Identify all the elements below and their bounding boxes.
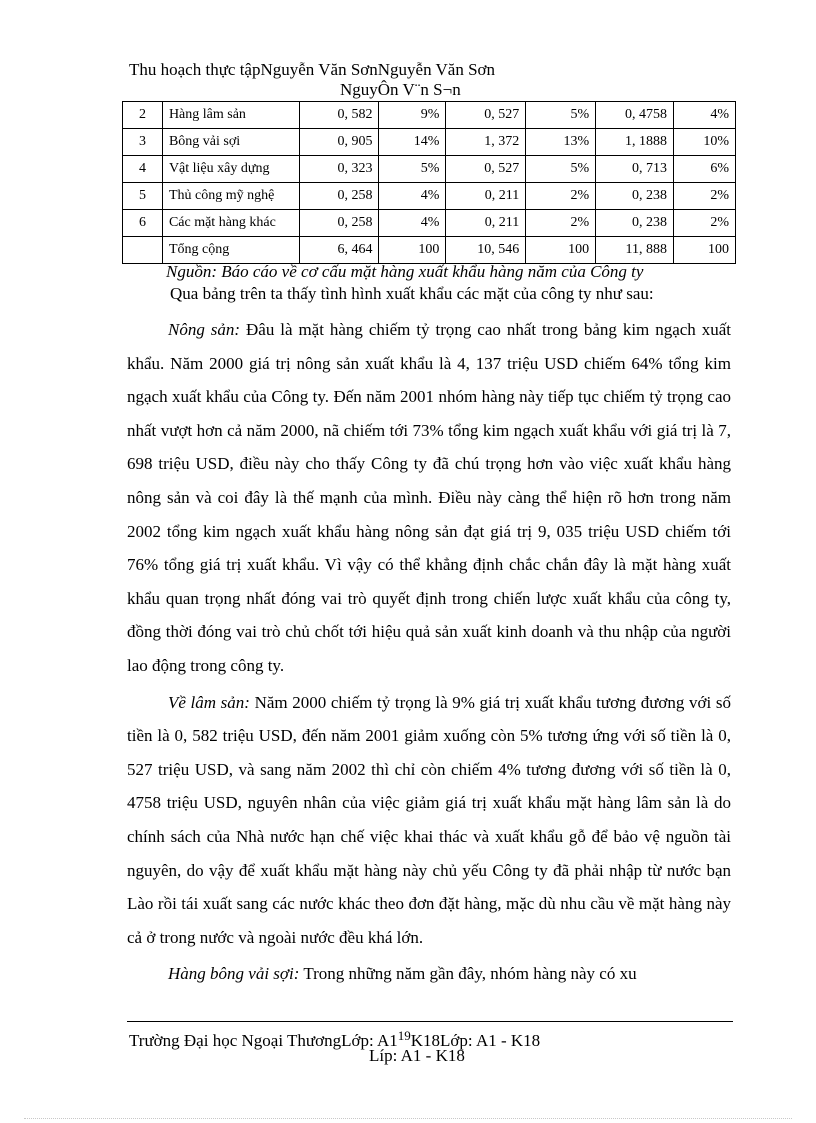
share-2002-cell: 2% bbox=[674, 183, 736, 210]
share-2001-cell: 2% bbox=[526, 210, 596, 237]
row-number-cell bbox=[123, 237, 163, 264]
item-name-cell: Hàng lâm sản bbox=[162, 102, 299, 129]
paragraph-lead: Về lâm sản: bbox=[168, 692, 250, 712]
value-2001-cell: 0, 527 bbox=[446, 102, 526, 129]
paragraph-cotton bbox=[127, 957, 731, 991]
value-2002-cell: 0, 238 bbox=[596, 183, 674, 210]
item-name-cell: Bông vải sợi bbox=[162, 129, 299, 156]
share-2001-cell: 13% bbox=[526, 129, 596, 156]
value-2001-cell: 0, 211 bbox=[446, 210, 526, 237]
share-2000-cell: 100 bbox=[379, 237, 446, 264]
footer-divider bbox=[127, 1021, 733, 1022]
value-2001-cell: 1, 372 bbox=[446, 129, 526, 156]
paragraph-lead: Hàng bông vải sợi: bbox=[168, 964, 300, 984]
intro-sentence: Qua bảng trên ta thấy tình hình xuất khẩu các mặt của công ty như sau: bbox=[170, 284, 654, 303]
share-2000-cell: 14% bbox=[379, 129, 446, 156]
row-number-cell: 4 bbox=[123, 156, 163, 183]
value-2000-cell: 0, 582 bbox=[299, 102, 379, 129]
value-2002-cell: 1, 1888 bbox=[596, 129, 674, 156]
paragraph-agricultural bbox=[127, 313, 731, 683]
item-name-cell: Thủ công mỹ nghệ bbox=[162, 183, 299, 210]
table-row bbox=[123, 129, 736, 156]
row-number-cell: 3 bbox=[123, 129, 163, 156]
table-source-note: Nguồn: Báo cáo về cơ cấu mặt hàng xuất khẩu hàng năm của Công ty bbox=[166, 262, 644, 281]
value-2000-cell: 0, 323 bbox=[299, 156, 379, 183]
share-2001-cell: 5% bbox=[526, 156, 596, 183]
value-2001-cell: 10, 546 bbox=[446, 237, 526, 264]
share-2002-cell: 2% bbox=[674, 210, 736, 237]
table-row bbox=[123, 210, 736, 237]
share-2000-cell: 9% bbox=[379, 102, 446, 129]
row-number-cell: 2 bbox=[123, 102, 163, 129]
item-name-cell: Tổng cộng bbox=[162, 237, 299, 264]
table-row bbox=[123, 102, 736, 129]
value-2000-cell: 0, 905 bbox=[299, 129, 379, 156]
paragraph-forestry bbox=[127, 686, 731, 955]
item-name-cell: Các mặt hàng khác bbox=[162, 210, 299, 237]
value-2001-cell: 0, 527 bbox=[446, 156, 526, 183]
table-row bbox=[123, 156, 736, 183]
share-2002-cell: 10% bbox=[674, 129, 736, 156]
page-header-garbled: NguyÔn V¨n S¬n bbox=[340, 80, 461, 99]
value-2000-cell: 0, 258 bbox=[299, 210, 379, 237]
body-text bbox=[127, 313, 731, 991]
value-2002-cell: 0, 713 bbox=[596, 156, 674, 183]
share-2002-cell: 100 bbox=[674, 237, 736, 264]
table-row bbox=[123, 237, 736, 264]
row-number-cell: 5 bbox=[123, 183, 163, 210]
share-2002-cell: 6% bbox=[674, 156, 736, 183]
share-2002-cell: 4% bbox=[674, 102, 736, 129]
page-header: Thu hoạch thực tậpNguyễn Văn SơnNguyễn Văn Sơn bbox=[129, 60, 496, 79]
share-2001-cell: 100 bbox=[526, 237, 596, 264]
value-2002-cell: 0, 238 bbox=[596, 210, 674, 237]
share-2000-cell: 4% bbox=[379, 210, 446, 237]
item-name-cell: Vật liệu xây dựng bbox=[162, 156, 299, 183]
paragraph-text: Đâu là mặt hàng chiếm tỷ trọng cao nhất trong bảng kim ngạch xuất khẩu. Năm 2000 giá trị nông sản xuất khẩu là 4, 137 triệu USD chiếm 64% tổng kim ngạch xuất khẩu của Công ty. Đến năm 2001 nhóm hàng này tiếp tục chiếm tỷ trọng cao nhất vượt hơn cả năm 2000, nã chiếm tới 73% tổng kim ngạch xuất khẩu với giá trị là 7, 698 triệu USD, điều này cho thấy Công ty đã chú trọng hơn vào việc xuất khẩu hàng nông sản và coi đây là thế mạnh của mình. Điều này càng thể hiện rõ hơn trong năm 2002 tổng kim ngạch xuất khẩu hàng nông sản đạt giá trị 9, 035 triệu USD chiếm tới 76% tổng giá trị xuất khẩu. Vì vậy có thể khẳng định chắc chắn đây là mặt hàng xuất khẩu quan trọng nhất đóng vai trò quyết định trong chiến lược xuất khẩu của công ty, đồng thời đóng vai trò chủ chốt tới hiệu quả sản xuất kinh doanh và thu nhập của người lao động trong công ty. bbox=[127, 320, 731, 675]
value-2002-cell: 11, 888 bbox=[596, 237, 674, 264]
share-2000-cell: 4% bbox=[379, 183, 446, 210]
value-2000-cell: 6, 464 bbox=[299, 237, 379, 264]
page-number: 19 bbox=[397, 1028, 411, 1043]
paragraph-text: Năm 2000 chiếm tỷ trọng là 9% giá trị xuất khẩu tương đương với số tiền là 0, 582 triệu USD, đến năm 2001 giảm xuống còn 5% tương ứng với số tiền là 0, 527 triệu USD, và sang năm 2002 thì chỉ còn chiếm 4% tương đương với số tiền là 0, 4758 triệu USD, nguyên nhân của việc giảm giá trị xuất khẩu mặt hàng lâm sản là do chính sách của Nhà nước hạn chế việc khai thác và xuất khẩu gỗ để bảo vệ nguồn tài nguyên, do vậy để xuất khẩu mặt hàng này chủ yếu Công ty đã phải nhập từ nước bạn Lào rồi tái xuất sang các nước khác theo đơn đặt hàng, mặc dù nhu cầu về mặt hàng này cả ở trong nước và ngoài nước đều khá lớn. bbox=[127, 692, 731, 947]
export-structure-table bbox=[122, 101, 736, 264]
page-footer bbox=[129, 1026, 540, 1051]
row-number-cell: 6 bbox=[123, 210, 163, 237]
footer-text: Trường Đại học Ngoại ThươngLớp: A1 bbox=[129, 1031, 398, 1050]
paragraph-lead: Nông sản: bbox=[168, 320, 241, 339]
value-2000-cell: 0, 258 bbox=[299, 183, 379, 210]
paragraph-text: Trong những năm gần đây, nhóm hàng này có xu bbox=[299, 964, 637, 984]
share-2000-cell: 5% bbox=[379, 156, 446, 183]
page-footer-garbled: Líp: A1 - K18 bbox=[369, 1046, 465, 1065]
page-bottom-dotted-line bbox=[24, 1118, 792, 1119]
value-2002-cell: 0, 4758 bbox=[596, 102, 674, 129]
share-2001-cell: 5% bbox=[526, 102, 596, 129]
footer-text-after: K18Lớp: A1 - K18 bbox=[410, 1031, 541, 1050]
share-2001-cell: 2% bbox=[526, 183, 596, 210]
value-2001-cell: 0, 211 bbox=[446, 183, 526, 210]
table-row bbox=[123, 183, 736, 210]
